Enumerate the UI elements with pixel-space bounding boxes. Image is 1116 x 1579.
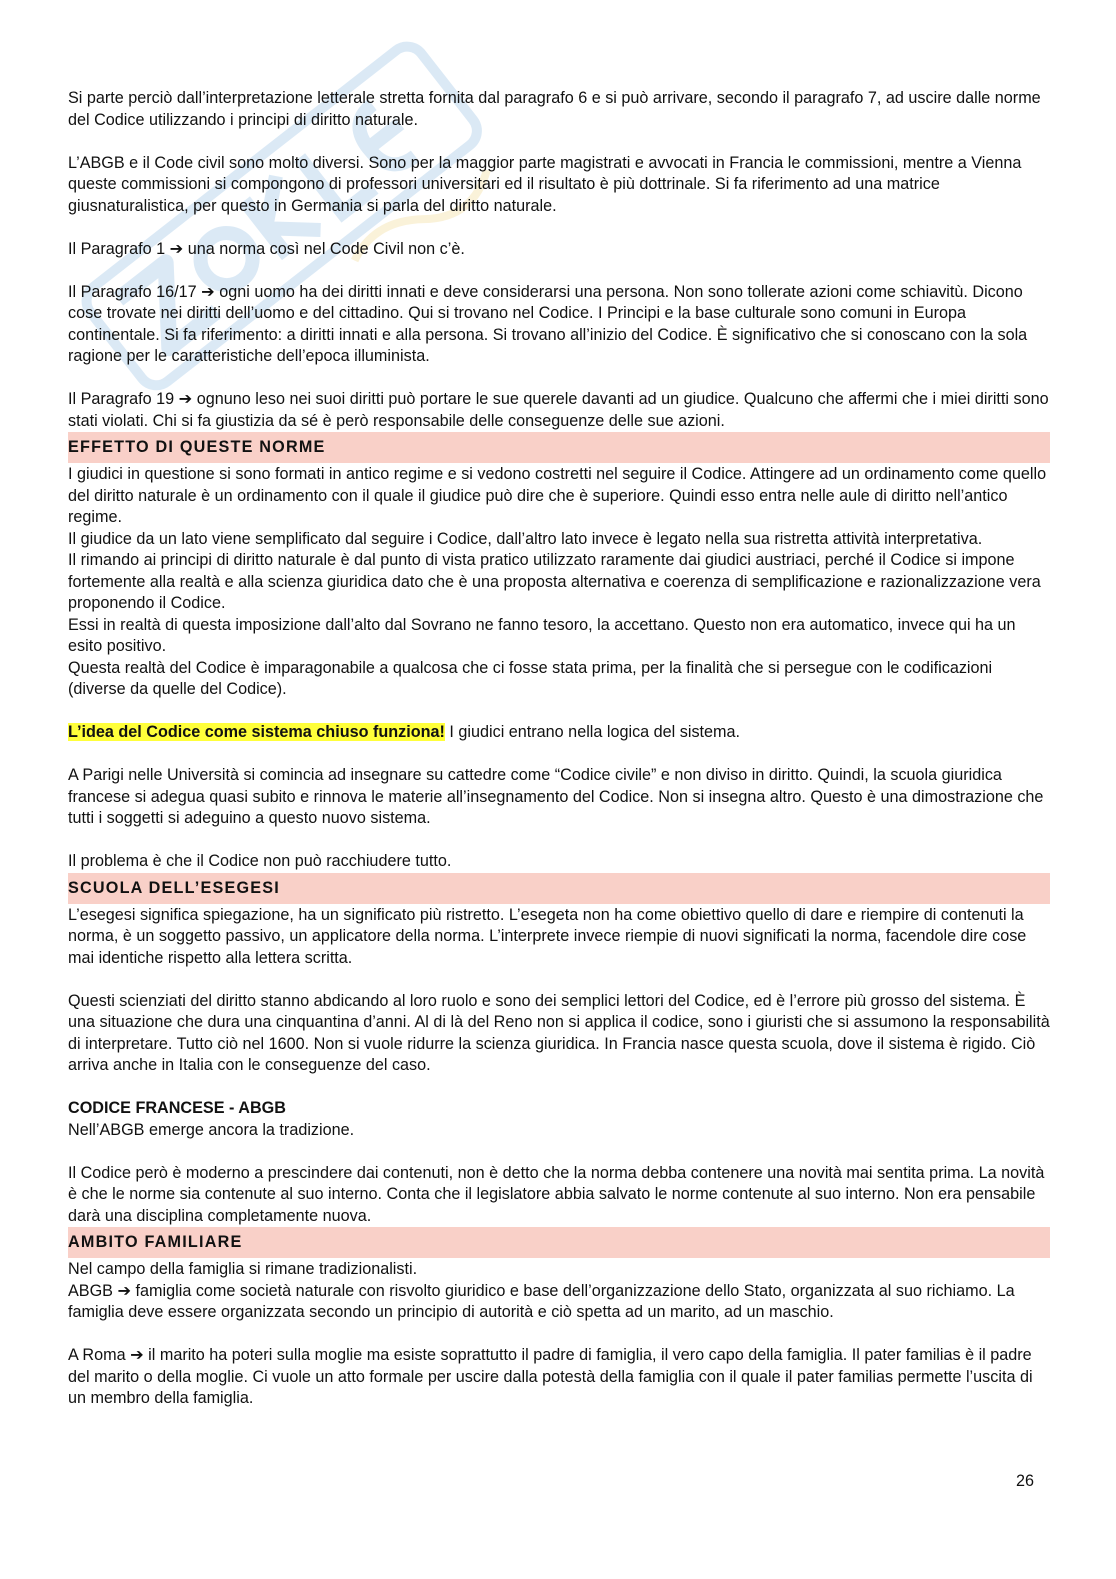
paragraph: ABGB ➔ famiglia come società naturale con risvolto giuridico e base dell’organizzazione dello Stato, organizzata al suo richiamo. La famiglia deve essere organizzata secondo un principio di autorità e ciò spetta ad un marito, ad un maschio. [68,1281,1015,1321]
paragraph-text: I giudici entrano nella logica del sistema. [444,723,741,741]
paragraph: Il Paragrafo 1 ➔ una norma così nel Code Civil non c’è. [68,239,465,258]
paragraph: Il Paragrafo 16/17 ➔ ogni uomo ha dei diritti innati e deve considerarsi una persona. Non sono tollerate azioni come schiavitù. Dicono cose trovate nei diritti dell’uomo e del cittadino. Qui si trovano nel Codice. I Principi e la base culturale sono comuni in Europa continentale. Si fa riferimento: a diritti innati e alla persona. Si trovano all’inizio del Codice. È significativo che si conoscano con la sola ragione per le caratteristiche dell’epoca illuminista. [68,282,1028,365]
section-header: SCUOLA DELL’ESEGESI [68,873,1050,904]
paragraph-highlighted [68,722,1050,744]
paragraph: Il giudice da un lato viene semplificato dal seguire i Codice, dall’altro lato invece è legato nella sua ristretta attività interpretativa. [68,529,983,548]
paragraph: Essi in realtà di questa imposizione dall’alto dal Sovrano ne fanno tesoro, la accettano. Questo non era automatico, invece qui ha un esito positivo. [68,615,1016,655]
paragraph: Nel campo della famiglia si rimane tradizionalisti. [68,1260,418,1278]
paragraph: L’esegesi significa spiegazione, ha un significato più ristretto. L’esegeta non ha come obiettivo quello di dare e riempire di contenuti la norma, è un soggetto passivo, un applicatore della norma. L’interprete invece riempie di nuovi significati la norma, facendole dire cose mai identiche rispetto alla lettera scritta. [68,905,1027,967]
paragraph: Questa realtà del Codice è imparagonabile a qualcosa che ci fosse stata prima, per la finalità che si persegue con le codificazioni (diverse da quelle del Codice). [68,658,993,698]
paragraph: A Roma ➔ il marito ha poteri sulla moglie ma esiste soprattutto il padre di famiglia, il vero capo della famiglia. Il pater familias è il padre del marito o della moglie. Ci vuole un atto formale per uscire dalla potestà della famiglia con il quale il pater familias permette l’uscita di un membro della famiglia. [68,1346,1033,1407]
subsection-title: CODICE FRANCESE - ABGB [68,1099,286,1117]
paragraph: Il Codice però è moderno a prescindere dai contenuti, non è detto che la norma debba contenere una novità mai sentita prima. La novità è che le norme sia contenute al suo interno. Conta che il legislatore abbia salvato le norme contenute al suo interno. Non era pensabile darà una disciplina completamente nuova. [68,1163,1045,1225]
paragraph: A Parigi nelle Università si comincia ad insegnare su cattedre come “Codice civile” e non diviso in diritto. Quindi, la scuola giuridica francese si adegua quasi subito e rinnova le materie all’insegnamento del Codice. Non si insegna altro. Questo è una dimostrazione che tutti i soggetti si adeguino a questo nuovo sistema. [68,766,1044,827]
page-number: 26 [1016,1472,1035,1490]
paragraph: Si parte perciò dall’interpretazione letterale stretta fornita dal paragrafo 6 e si può arrivare, secondo il paragrafo 7, ad uscire dalle norme del Codice utilizzando i principi di diritto naturale. [68,89,1041,129]
paragraph: Nell’ABGB emerge ancora la tradizione. [68,1120,355,1139]
highlighted-text: L’idea del Codice come sistema chiuso funziona! [68,723,445,741]
section-header: AMBITO FAMILIARE [68,1227,1050,1258]
paragraph: Il problema è che il Codice non può racchiudere tutto. [68,852,452,870]
paragraph: L’ABGB e il Code civil sono molto diversi. Sono per la maggior parte magistrati e avvocati in Francia le commissioni, mentre a Vienna queste commissioni si compongono di professori universitari ed il risultato è più dottrinale. Si fa riferimento ad una matrice giusnaturalistica, per questo in Germania si parla del diritto naturale. [68,153,1022,215]
paragraph: Il rimando ai principi di diritto naturale è dal punto di vista pratico utilizzato raramente dai giudici austriaci, perché il Codice si impone fortemente alla realtà e alla scienza giuridica dato che è una proposta alternativa e coerenza di semplificazione e razionalizzazione vera proponendo il Codice. [68,551,1041,612]
document-body [68,88,1050,1410]
section-header: EFFETTO DI QUESTE NORME [68,432,1050,463]
paragraph: Questi scienziati del diritto stanno abdicando al loro ruolo e sono dei semplici lettori del Codice, ed è l’errore più grosso del sistema. È una situazione che dura una cinquantina d’anni. Al di là del Reno non si applica il codice, sono i giuristi che si assumono la responsabilità di interpretare. Tutto ciò nel 1600. Non si vuole ridurre la scienza giuridica. In Francia nasce questa scuola, dove il sistema è rigido. Ciò arriva anche in Italia con le conseguenze del caso. [68,991,1050,1074]
paragraph: I giudici in questione si sono formati in antico regime e si vedono costretti nel seguire il Codice. Attingere ad un ordinamento come quello del diritto naturale è un ordinamento con il quale il giudice può dire che è superiore. Quindi esso entra nelle aule di diritto nell’antico regime. [68,465,1047,526]
paragraph: Il Paragrafo 19 ➔ ognuno leso nei suoi diritti può portare le sue querele davanti ad un giudice. Qualcuno che affermi che i miei diritti sono stati violati. Chi si fa giustizia da sé è però responsabile delle conseguenze delle sue azioni. [68,390,1049,430]
